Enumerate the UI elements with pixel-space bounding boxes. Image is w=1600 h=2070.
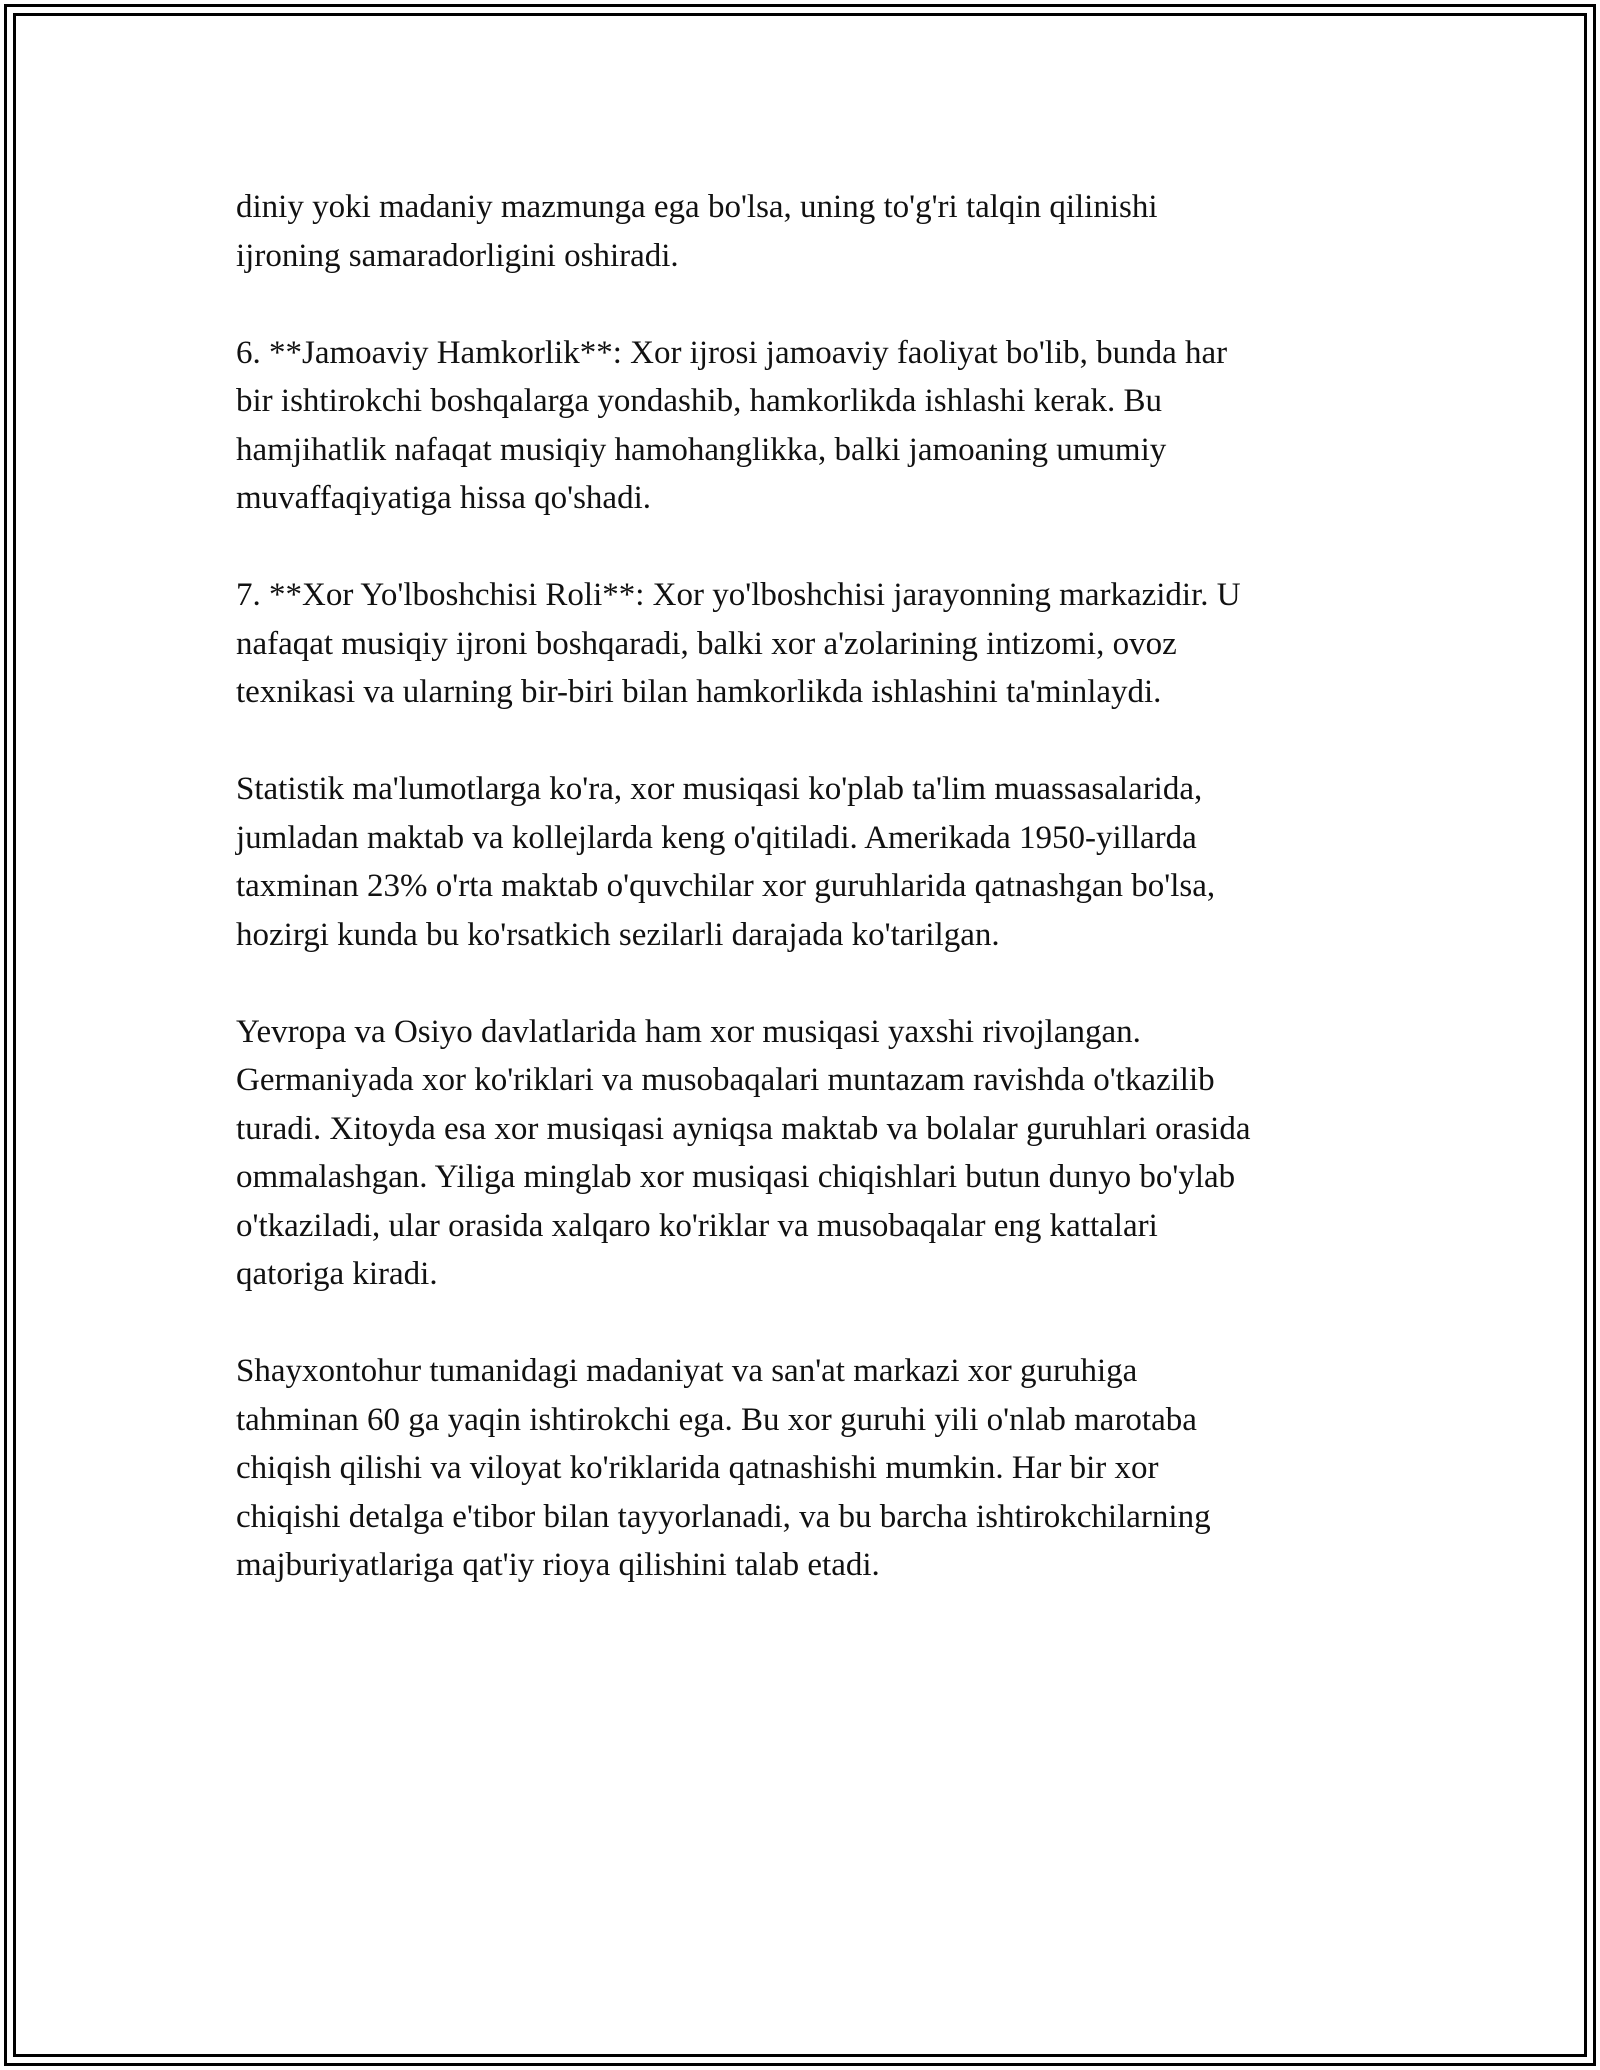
text-line: muvaffaqiyatiga hissa qo'shadi. (236, 480, 651, 516)
document-body (236, 183, 1366, 1638)
text-line: taxminan 23% o'rta maktab o'quvchilar xor guruhlarida qatnashgan bo'lsa, (236, 868, 1216, 904)
text-line: qatoriga kiradi. (236, 1256, 438, 1292)
text-line: bir ishtirokchi boshqalarga yondashib, hamkorlikda ishlashi kerak. Bu (236, 383, 1162, 419)
text-line: nafaqat musiqiy ijroni boshqaradi, balki xor a'zolarining intizomi, ovoz (236, 625, 1177, 662)
text-line: Yevropa va Osiyo davlatlarida ham xor musiqasi yaxshi rivojlangan. (236, 1013, 1141, 1050)
text-line: hozirgi kunda bu ko'rsatkich sezilarli darajada ko'tarilgan. (236, 916, 1000, 953)
text-line: 7. **Xor Yo'lboshchisi Roli**: Xor yo'lboshchisi jarayonning markazidir. U (236, 577, 1241, 613)
paragraph-continuation (236, 183, 1366, 280)
text-line: ommalashgan. Yiliga minglab xor musiqasi chiqishlari butun dunyo bo'ylab (236, 1159, 1236, 1195)
text-line: 6. **Jamoaviy Hamkorlik**: Xor ijrosi jamoaviy faoliyat bo'lib, bunda har (236, 334, 1228, 371)
paragraph-europe-asia (236, 1008, 1366, 1299)
text-line: diniy yoki madaniy mazmunga ega bo'lsa, uning to'g'ri talqin qilinishi (236, 189, 1158, 225)
text-line: Statistik ma'lumotlarga ko'ra, xor musiqasi ko'plab ta'lim muassasalarida, (236, 771, 1203, 807)
text-line: ijroning samaradorligini oshiradi. (236, 237, 679, 274)
text-line: hamjihatlik nafaqat musiqiy hamohanglikka, balki jamoaning umumiy (236, 431, 1167, 468)
text-line: tahminan 60 ga yaqin ishtirokchi ega. Bu xor guruhi yili o'nlab marotaba (236, 1401, 1197, 1438)
text-line: jumladan maktab va kollejlarda keng o'qitiladi. Amerikada 1950-yillarda (236, 819, 1197, 856)
text-line: chiqish qilishi va viloyat ko'riklarida qatnashishi mumkin. Har bir xor (236, 1450, 1159, 1486)
paragraph-shayxontohur (236, 1347, 1366, 1590)
paragraph-jamoaviy-hamkorlik (236, 329, 1366, 523)
text-line: texnikasi va ularning bir-biri bilan hamkorlikda ishlashini ta'minlaydi. (236, 674, 1162, 710)
text-line: chiqishi detalga e'tibor bilan tayyorlanadi, va bu barcha ishtirokchilarning (236, 1498, 1211, 1535)
text-line: o'tkaziladi, ular orasida xalqaro ko'riklar va musobaqalar eng kattalari (236, 1207, 1158, 1244)
text-line: majburiyatlariga qat'iy rioya qilishini talab etadi. (236, 1547, 880, 1583)
text-line: Germaniyada xor ko'riklari va musobaqalari muntazam ravishda o'tkazilib (236, 1062, 1215, 1098)
paragraph-statistics (236, 765, 1366, 959)
text-line: turadi. Xitoyda esa xor musiqasi ayniqsa maktab va bolalar guruhlari orasida (236, 1110, 1251, 1147)
text-line: Shayxontohur tumanidagi madaniyat va san'at markazi xor guruhiga (236, 1353, 1138, 1389)
paragraph-xor-yolboshchisi (236, 571, 1366, 717)
